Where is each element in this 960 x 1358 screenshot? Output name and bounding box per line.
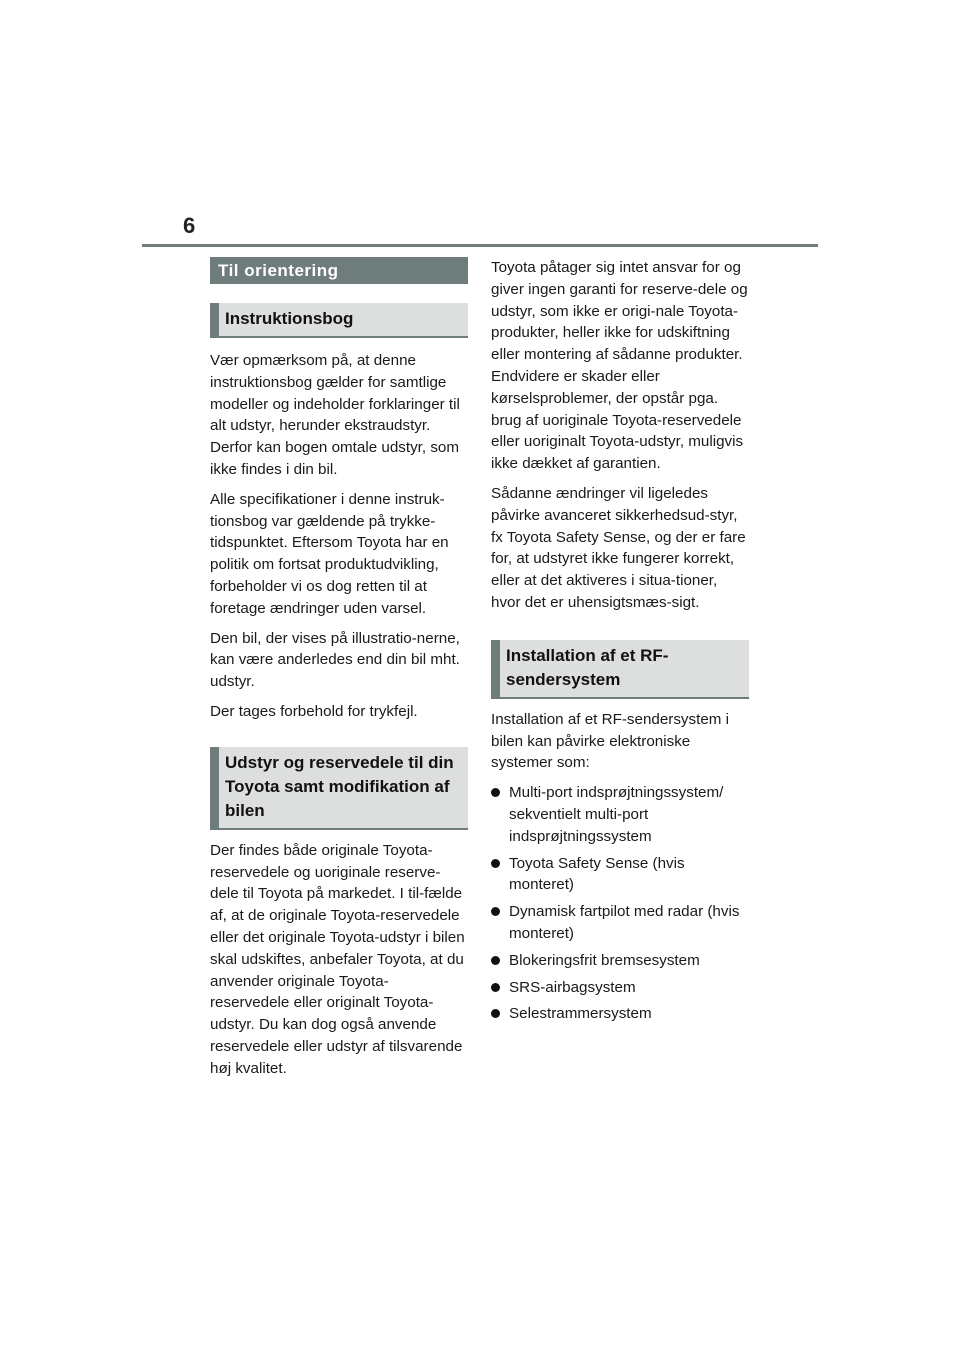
paragraph: Toyota påtager sig intet ansvar for og giver ingen garanti for reserve-dele og udstyr, som ikke er origi-nale Toyota-produkter, heller ikke for udskiftning eller montering af sådanne produkter. Endvidere er skader eller kørselsproblemer, der opstår pga. brug af uoriginale Toyota-reservedele eller uoriginalt Toyota-udstyr, muligvis ikke dækket af garantien. — [491, 259, 748, 473]
bullet-icon — [491, 1009, 500, 1018]
list-item-text: Blokeringsfrit bremsesystem — [509, 951, 700, 969]
paragraph: Den bil, der vises på illustratio-nerne, kan være anderledes end din bil mht. udstyr. — [210, 629, 460, 691]
header-rule — [142, 244, 818, 247]
list-item — [491, 977, 749, 999]
list-item-text: Multi-port indsprøjtningssystem/ sekventielt multi-port indsprøjtningssystem — [509, 784, 724, 845]
subheading-udstyr-reservedele: Udstyr og reservedele til din Toyota samt modifikation af bilen — [210, 747, 468, 830]
subheading-instruktionsbog: Instruktionsbog — [210, 303, 468, 338]
bullet-icon — [491, 788, 500, 797]
bullet-icon — [491, 983, 500, 992]
paragraph: Der findes både originale Toyota-reservedele og uoriginale reserve-dele til Toyota på markedet. I til-fælde af, at de originale Toyota-reservedele eller det originale Toyota-udstyr i bilen skal udskiftes, anbefaler Toyota, at du anvender originale Toyota-reservedele eller originalt Toyota-udstyr. Du kan dog også anvende reservedele eller udstyr af tilsvarende høj kvalitet. — [210, 841, 465, 1077]
section-title: Til orientering — [210, 257, 468, 284]
paragraph: Installation af et RF-sendersystem i bilen kan påvirke elektroniske systemer som: — [491, 710, 730, 772]
paragraph: Der tages forbehold for trykfejl. — [210, 702, 418, 720]
list-item — [491, 853, 749, 897]
list-item-text: SRS-airbagsystem — [509, 978, 636, 996]
list-item — [491, 950, 749, 972]
list-item-text: Toyota Safety Sense (hvis monteret) — [509, 854, 685, 894]
bullet-icon — [491, 956, 500, 965]
paragraph: Alle specifikationer i denne instruk-tionsbog var gældende på trykke-tidspunktet. Eftersom Toyota har en politik om fortsat produktudvikling, forbeholder vi os dog retten til at foretage ændringer uden varsel. — [210, 490, 449, 617]
rf-systems-list — [491, 782, 749, 1025]
list-item — [491, 901, 749, 945]
bullet-icon — [491, 859, 500, 868]
list-item — [491, 1003, 749, 1025]
list-item-text: Selestrammersystem — [509, 1005, 652, 1023]
paragraph: Sådanne ændringer vil ligeledes påvirke avanceret sikkerhedsud-styr, fx Toyota Safety Sense, og der er fare for, at udstyret ikke fungerer korrekt, eller at det aktiveres i situa-tioner, hvor det er uhensigtsmæs-sigt. — [491, 484, 746, 611]
list-item — [491, 782, 749, 847]
right-column — [491, 257, 749, 1030]
bullet-icon — [491, 907, 500, 916]
subheading-rf-sendersystem: Installation af et RF-sendersystem — [491, 640, 749, 699]
list-item-text: Dynamisk fartpilot med radar (hvis monteret) — [509, 903, 740, 942]
page-number: 6 — [183, 213, 196, 238]
left-column — [210, 257, 468, 1088]
paragraph: Vær opmærksom på, at denne instruktionsbog gælder for samtlige modeller og indeholder forklaringer til alt udstyr, herunder ekstraudstyr. Derfor kan bogen omtale udstyr, som ikke findes i din bil. — [210, 352, 460, 478]
